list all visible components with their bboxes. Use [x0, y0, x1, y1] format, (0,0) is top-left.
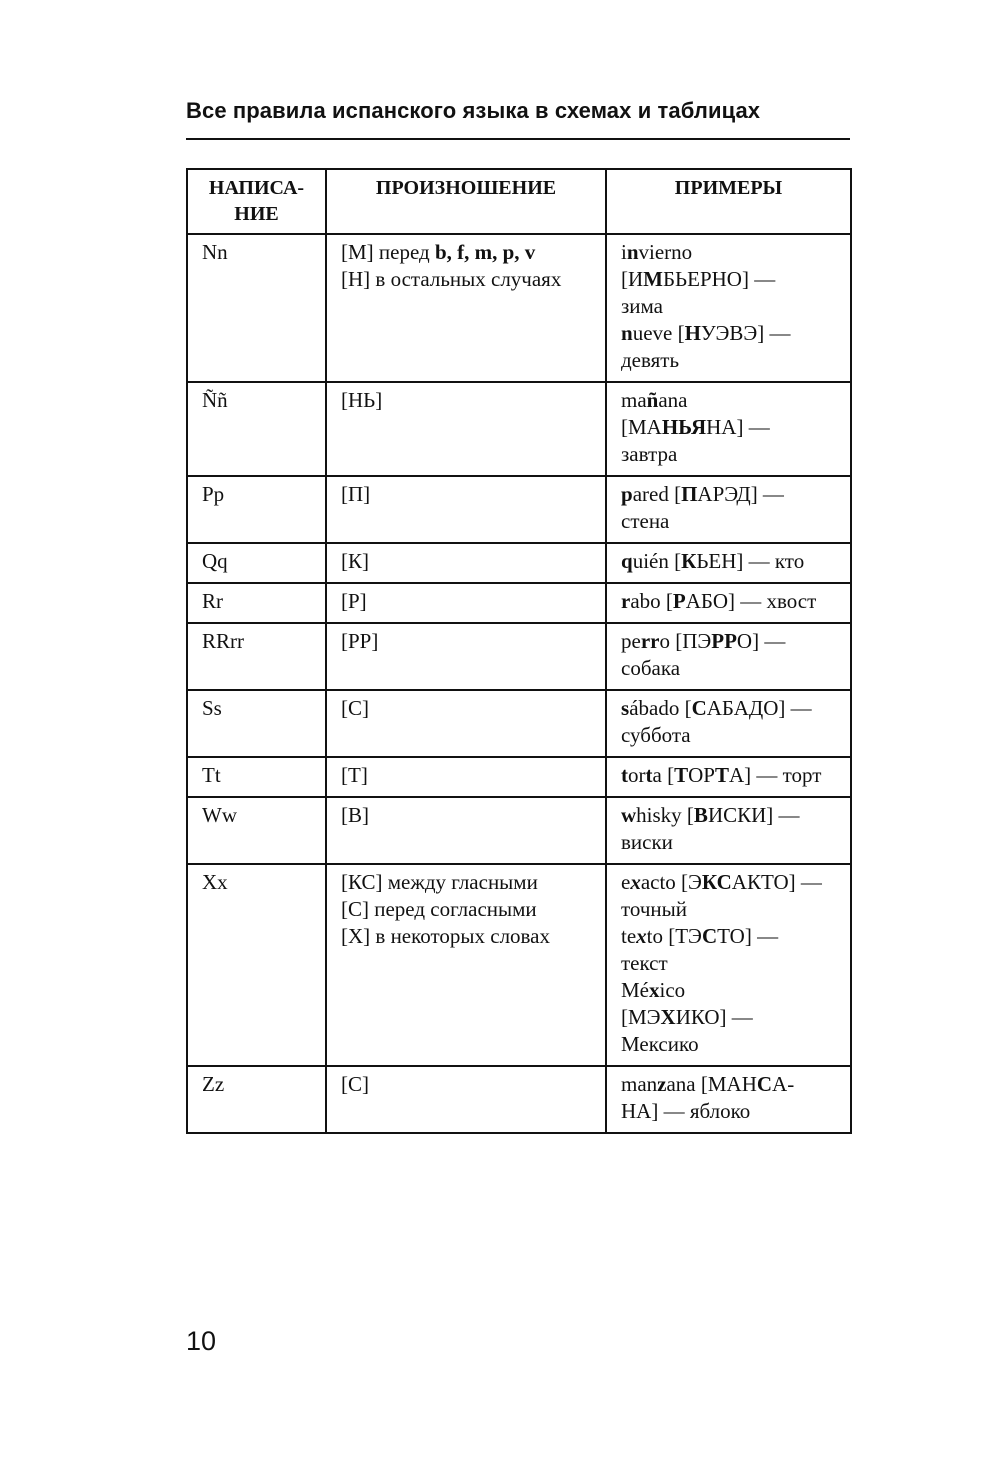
example-line: Мексико [621, 1032, 699, 1056]
example-line: точный [621, 897, 688, 921]
letter-cell: Qq [187, 543, 326, 583]
example-line: mañana [621, 388, 688, 412]
letter-cell: Nn [187, 234, 326, 382]
pronunciation-line: [РР] [341, 629, 379, 653]
example-line: [ИМБЬЕРНО] — [621, 267, 776, 291]
examples-cell [606, 690, 851, 757]
example-line: perro [ПЭРРО] — [621, 629, 786, 653]
pronunciation-cell [326, 1066, 606, 1133]
letter-cell: Ww [187, 797, 326, 864]
example-line: стена [621, 509, 670, 533]
pronunciation-cell [326, 382, 606, 476]
pronunciation-line: [В] [341, 803, 369, 827]
pronunciation-cell [326, 583, 606, 623]
example-line: девять [621, 348, 680, 372]
column-header-examples: ПРИМЕРЫ [606, 169, 851, 234]
example-line: зима [621, 294, 663, 318]
letter-cell: Xx [187, 864, 326, 1066]
example-line: собака [621, 656, 681, 680]
running-head-title: Все правила испанского языка в схемах и таблицах [186, 98, 761, 123]
table-row [187, 1066, 851, 1133]
example-line: México [621, 978, 686, 1002]
pronunciation-line: [С] [341, 696, 369, 720]
pronunciation-line: [К] [341, 549, 369, 573]
pronunciation-cell [326, 476, 606, 543]
example-line: [МАНЬЯНА] — [621, 415, 770, 439]
table-row [187, 234, 851, 382]
example-line: sábado [САБАДО] — [621, 696, 812, 720]
example-line: rabo [РАБО] — хвост [621, 589, 817, 613]
table-row [187, 476, 851, 543]
header-rule [186, 138, 850, 140]
example-line: whisky [ВИСКИ] — [621, 803, 800, 827]
pronunciation-cell [326, 690, 606, 757]
example-line: pared [ПАРЭД] — [621, 482, 784, 506]
letter-cell: Ññ [187, 382, 326, 476]
examples-cell [606, 476, 851, 543]
example-line: exacto [ЭКСАКТО] — [621, 870, 822, 894]
letter-cell: Ss [187, 690, 326, 757]
pronunciation-line: [М] перед b, f, m, p, v [341, 240, 536, 264]
table-row [187, 797, 851, 864]
letter-cell: Zz [187, 1066, 326, 1133]
example-line: texto [ТЭСТО] — [621, 924, 779, 948]
pronunciation-cell [326, 797, 606, 864]
examples-cell [606, 864, 851, 1066]
example-line: nueve [НУЭВЭ] — [621, 321, 791, 345]
examples-cell [606, 623, 851, 690]
example-line: завтра [621, 442, 678, 466]
spelling-pronunciation-table [186, 168, 852, 1134]
example-line: torta [ТОРТА] — торт [621, 763, 822, 787]
pronunciation-line: [Т] [341, 763, 368, 787]
pronunciation-cell [326, 757, 606, 797]
page-number: 10 [186, 1326, 217, 1356]
pronunciation-line: [КС] между гласными [341, 870, 538, 894]
pronunciation-line: [НЬ] [341, 388, 383, 412]
table-row [187, 690, 851, 757]
pronunciation-line: [С] [341, 1072, 369, 1096]
table-row [187, 583, 851, 623]
example-line: суббота [621, 723, 691, 747]
table-row [187, 543, 851, 583]
pronunciation-line: [С] перед согласными [341, 897, 537, 921]
examples-cell [606, 234, 851, 382]
table-header-row [187, 169, 851, 234]
letter-cell: Pp [187, 476, 326, 543]
table-row [187, 864, 851, 1066]
example-line: manzana [МАНСА- [621, 1072, 795, 1096]
pronunciation-line: [Р] [341, 589, 367, 613]
examples-cell [606, 382, 851, 476]
table-row [187, 757, 851, 797]
pronunciation-cell [326, 234, 606, 382]
table-row [187, 623, 851, 690]
pronunciation-line: [Н] в остальных случаях [341, 267, 562, 291]
examples-cell [606, 583, 851, 623]
example-line: текст [621, 951, 668, 975]
example-line: quién [КЬЕН] — кто [621, 549, 805, 573]
example-line: виски [621, 830, 673, 854]
examples-cell [606, 757, 851, 797]
example-line: [МЭХИКО] — [621, 1005, 753, 1029]
table-row [187, 382, 851, 476]
letter-cell: RRrr [187, 623, 326, 690]
example-line: НА] — яблоко [621, 1099, 751, 1123]
letter-cell: Rr [187, 583, 326, 623]
examples-cell [606, 543, 851, 583]
pronunciation-line: [П] [341, 482, 371, 506]
letter-cell: Tt [187, 757, 326, 797]
pronunciation-line: [Х] в некоторых словах [341, 924, 551, 948]
example-line: invierno [621, 240, 693, 264]
pronunciation-cell [326, 543, 606, 583]
column-header-pronunciation: ПРОИЗНОШЕНИЕ [326, 169, 606, 234]
pronunciation-cell [326, 864, 606, 1066]
examples-cell [606, 797, 851, 864]
examples-cell [606, 1066, 851, 1133]
column-header-spelling: НАПИСА- НИЕ [187, 169, 326, 234]
pronunciation-cell [326, 623, 606, 690]
